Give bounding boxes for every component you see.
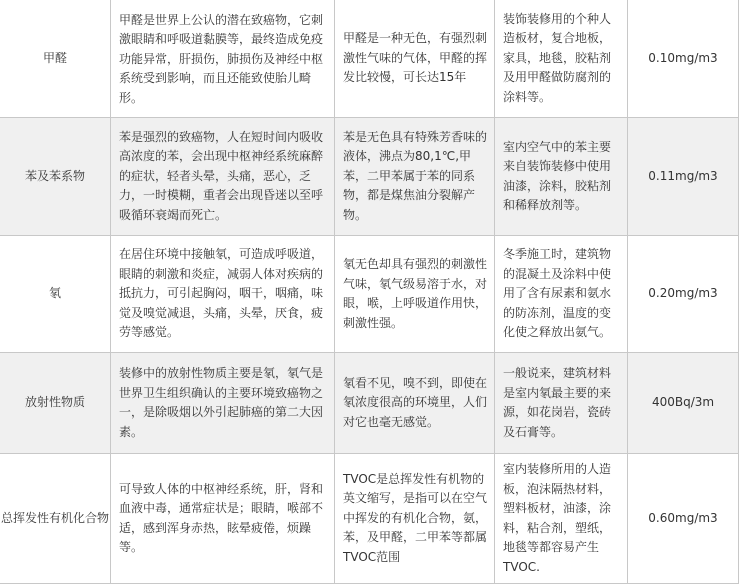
pollutant-name: 总挥发性有机化合物 [0, 454, 111, 584]
source-cell: 冬季施工时，建筑物的混凝土及涂料中使用了含有尿素和氨水的防冻剂，温度的变化使之释放出氨气。 [495, 236, 628, 353]
limit-value: 0.60mg/m3 [628, 454, 739, 584]
source-cell: 装饰装修用的个种人造板材，复合地板，家具，地毯，胶粘剂及用甲醛做防腐剂的涂料等。 [495, 0, 628, 118]
pollutant-name: 氡 [0, 236, 111, 353]
limit-value: 0.20mg/m3 [628, 236, 739, 353]
table-row [0, 454, 739, 584]
health-hazard-cell: 在居住环境中接触氡，可造成呼吸道，眼睛的刺激和炎症，减弱人体对疾病的抵抗力，可引起胸闷，咽干，咽痛，味觉及嗅觉减退，头痛，头晕，厌食，疲劳等感觉。 [111, 236, 335, 353]
property-cell: 苯是无色具有特殊芳香味的液体，沸点为80,1℃,甲苯，二甲苯属于苯的同系物，都是煤焦油分裂解产物。 [335, 118, 495, 236]
pollutant-name: 甲醛 [0, 0, 111, 118]
health-hazard-cell: 可导致人体的中枢神经系统，肝，肾和血液中毒，通常症状是；眼睛，喉部不适，感到浑身赤热，眩晕疲倦，烦躁等。 [111, 454, 335, 584]
table-row [0, 236, 739, 353]
source-cell: 一般说来，建筑材料是室内氡最主要的来源，如花岗岩，瓷砖及石膏等。 [495, 353, 628, 454]
health-hazard-cell: 甲醛是世界上公认的潜在致癌物，它刺激眼睛和呼吸道黏膜等，最终造成免疫功能异常，肝损伤，肺损伤及神经中枢系统受到影响，而且还能致使胎儿畸形。 [111, 0, 335, 118]
property-cell: TVOC是总挥发性有机物的英文缩写，是指可以在空气中挥发的有机化合物，氨，苯，及甲醛，二甲苯等都属TVOC范围 [335, 454, 495, 584]
source-cell: 室内装修所用的人造板，泡沫隔热材料，塑料板材，油漆，涂料，粘合剂，塑纸，地毯等都容易产生TVOC. [495, 454, 628, 584]
table-row [0, 353, 739, 454]
property-cell: 甲醛是一种无色，有强烈刺激性气味的气体，甲醛的挥发比较慢，可长达15年 [335, 0, 495, 118]
table-row [0, 0, 739, 118]
property-cell: 氡无色却具有强烈的刺激性气味，氡气级易溶于水，对眼，喉，上呼吸道作用快，刺激性强。 [335, 236, 495, 353]
health-hazard-cell: 苯是强烈的致癌物，人在短时间内吸收高浓度的苯，会出现中枢神经系统麻醉的症状，轻者头晕，头痛，恶心，乏力，一时模糊，重者会出现昏迷以至呼吸循环衰竭而死亡。 [111, 118, 335, 236]
pollutant-name: 放射性物质 [0, 353, 111, 454]
limit-value: 0.11mg/m3 [628, 118, 739, 236]
limit-value: 400Bq/3m [628, 353, 739, 454]
source-cell: 室内空气中的苯主要来自装饰装修中使用油漆，涂料，胶粘剂和稀释放剂等。 [495, 118, 628, 236]
limit-value: 0.10mg/m3 [628, 0, 739, 118]
pollutant-name: 苯及苯系物 [0, 118, 111, 236]
health-hazard-cell: 装修中的放射性物质主要是氡，氡气是世界卫生组织确认的主要环境致癌物之一，是除吸烟以外引起肺癌的第二大因素。 [111, 353, 335, 454]
property-cell: 氡看不见，嗅不到，即使在氡浓度很高的环境里，人们对它也毫无感觉。 [335, 353, 495, 454]
table-row [0, 118, 739, 236]
